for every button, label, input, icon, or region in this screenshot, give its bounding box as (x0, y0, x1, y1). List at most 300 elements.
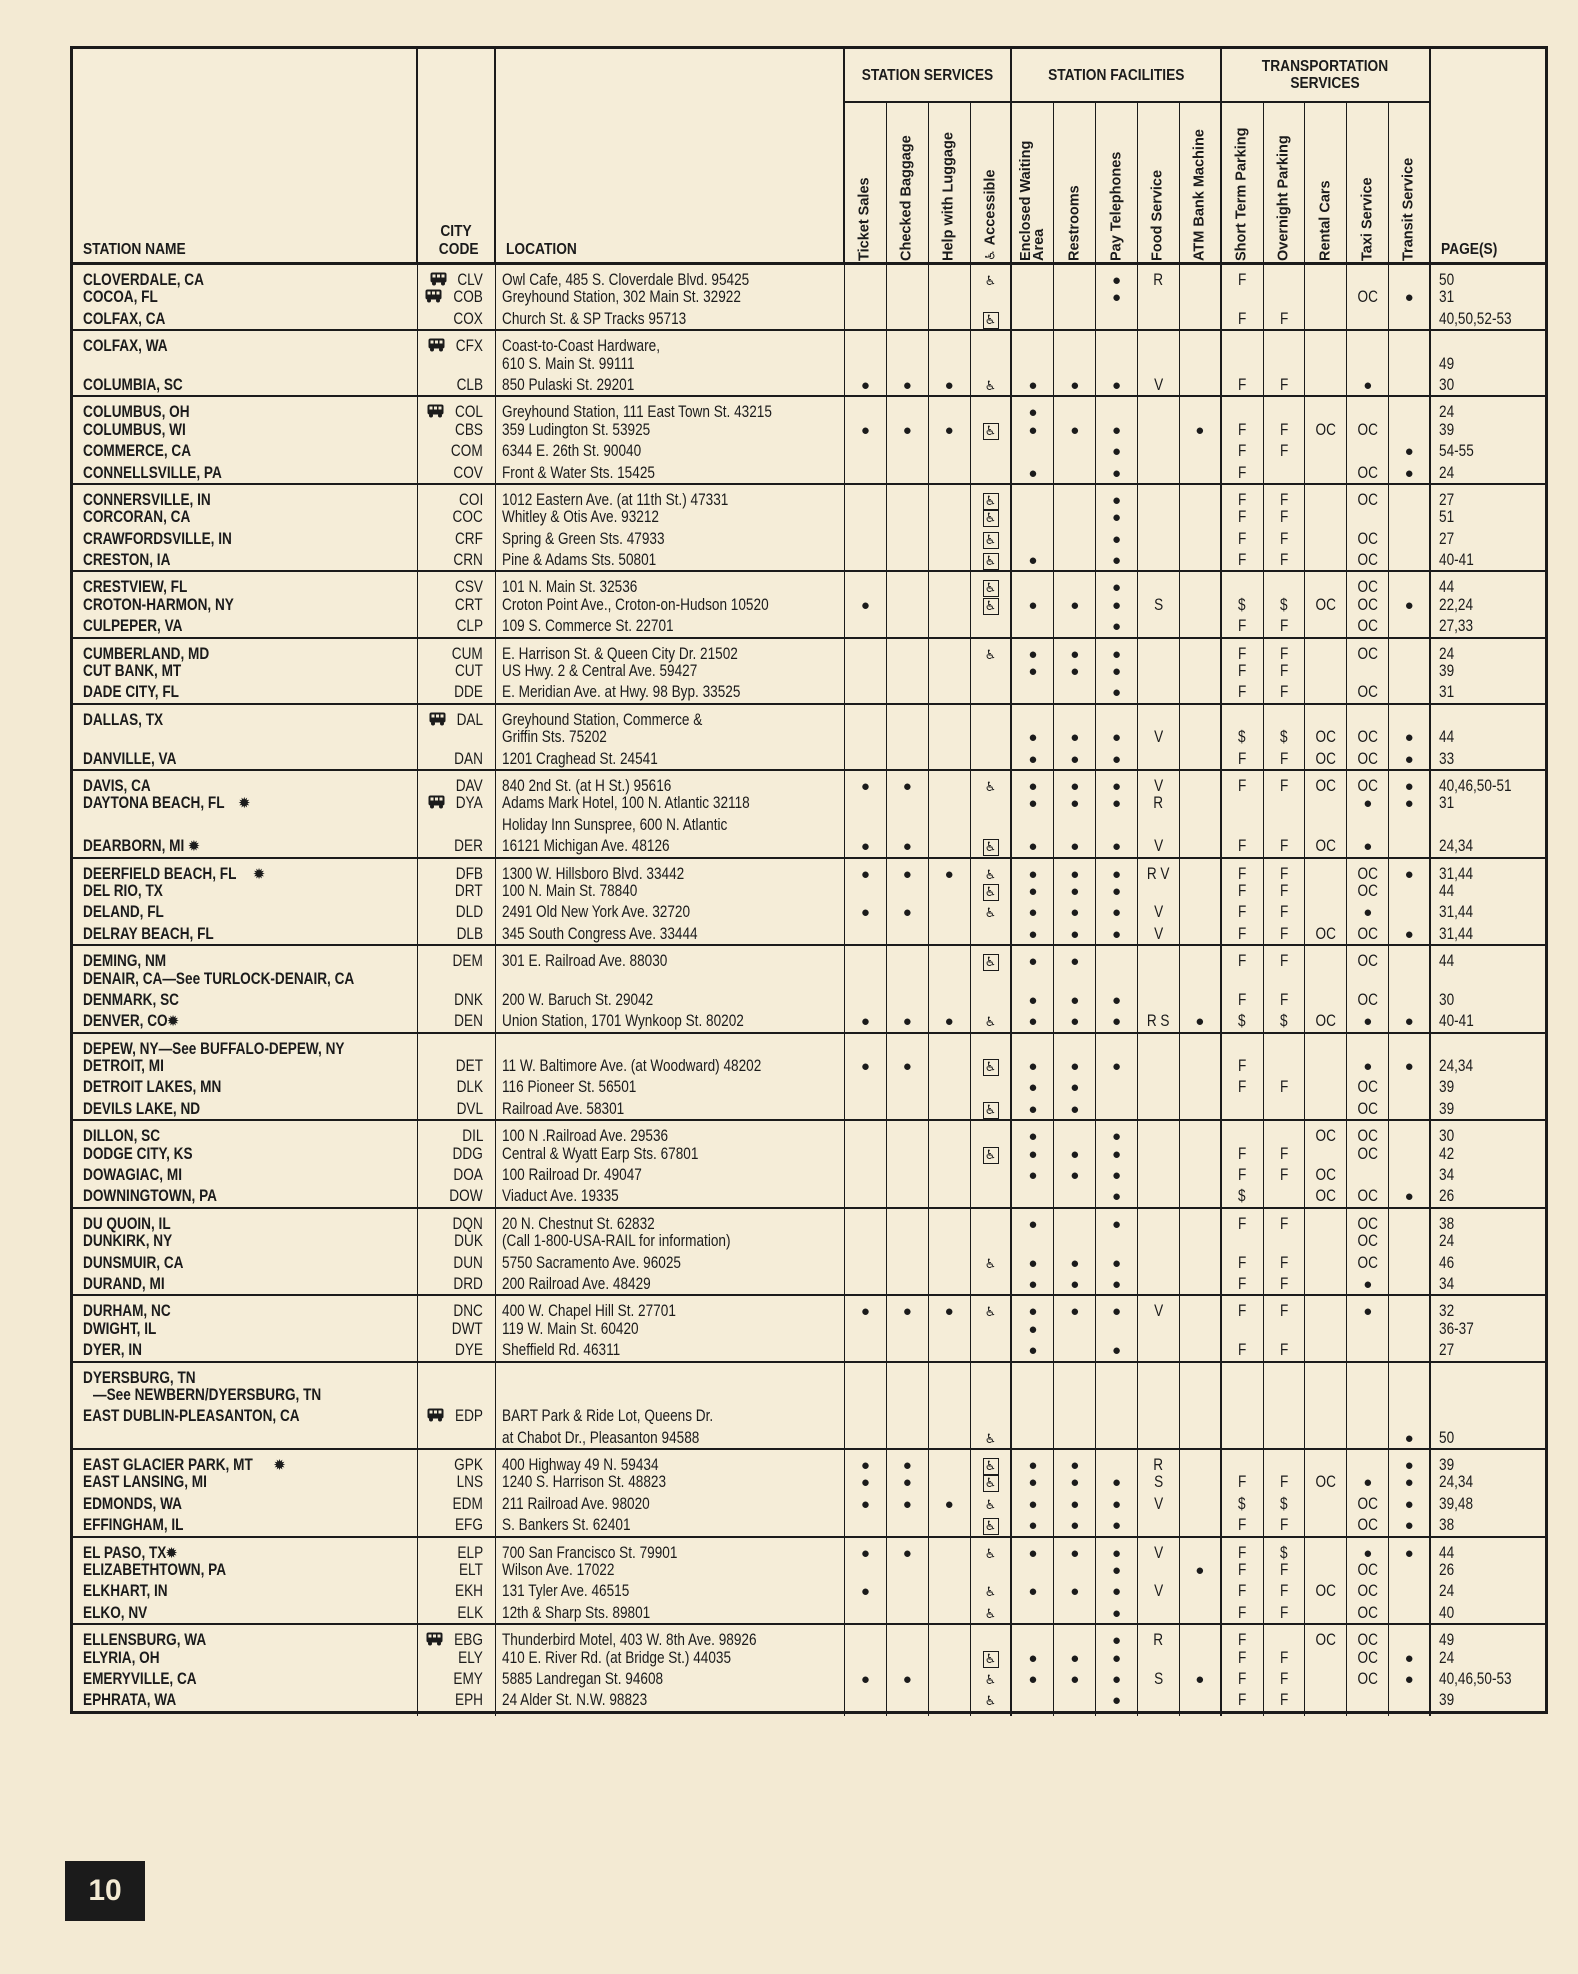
available-dot-icon: ● (1070, 1167, 1080, 1185)
location: 359 Ludington St. 53925 (502, 419, 651, 439)
service-cell-ticket-sales (845, 1493, 887, 1515)
station-name: —See NEWBERN/DYERSBURG, TN (93, 1384, 322, 1404)
service-cell-restrooms (1054, 1076, 1096, 1098)
service-value: OC (1357, 616, 1378, 636)
available-dot-icon: ● (1112, 443, 1122, 461)
table-row (73, 1405, 1545, 1426)
city-code: EBG (454, 1630, 483, 1650)
service-value: F (1238, 836, 1247, 856)
service-cell-atm-bank-machine (1180, 1580, 1222, 1602)
available-dot-icon: ● (1363, 1275, 1373, 1293)
service-cell-accessible (971, 660, 1013, 682)
service-value: F (1238, 951, 1247, 971)
service-cell-help-with-luggage (929, 968, 971, 989)
available-dot-icon: ● (1070, 645, 1080, 663)
service-cell-atm-bank-machine (1180, 1318, 1222, 1340)
available-dot-icon: ● (1112, 1517, 1122, 1535)
available-dot-icon: ● (1404, 729, 1414, 747)
available-dot-icon: ● (1070, 1649, 1080, 1667)
service-cell-rental-cars (1305, 1318, 1347, 1340)
service-cell-enclosed-waiting-area (1012, 286, 1054, 308)
service-value: F (1279, 643, 1289, 663)
service-cell-transit-service (1389, 1055, 1431, 1077)
service-cell-rental-cars (1305, 1230, 1347, 1251)
service-value: OC (1357, 748, 1378, 768)
service-cell-short-term-parking (1222, 1493, 1264, 1515)
service-cell-accessible (971, 901, 1013, 923)
available-dot-icon: ● (1404, 1188, 1414, 1206)
available-dot-icon: ● (1363, 376, 1373, 394)
service-value: F (1279, 951, 1289, 971)
service-cell-help-with-luggage (929, 880, 971, 902)
service-cell-enclosed-waiting-area (1012, 1164, 1054, 1186)
service-value: F (1238, 550, 1247, 570)
available-dot-icon: ● (860, 421, 870, 439)
column-header-text: Rental Cars (1317, 180, 1334, 261)
available-dot-icon: ● (1404, 289, 1414, 307)
table-row (73, 286, 1545, 307)
service-cell-help-with-luggage (929, 1055, 971, 1077)
service-cell-enclosed-waiting-area (1012, 1559, 1054, 1581)
location: Central & Wyatt Earp Sts. 67801 (502, 1143, 699, 1163)
accessible-icon: ♿ (984, 1305, 997, 1321)
service-value: F (1279, 419, 1289, 439)
table-row (73, 265, 1545, 289)
service-cell-ticket-sales (845, 286, 887, 308)
available-dot-icon: ● (1404, 596, 1414, 614)
column-header-label (1277, 135, 1292, 261)
location: Thunderbird Motel, 403 W. 8th Ave. 98926 (502, 1630, 757, 1650)
column-header-label (1402, 158, 1417, 261)
city-code: CRT (455, 594, 483, 614)
service-cell-accessible (971, 1689, 1013, 1715)
service-cell-ticket-sales (845, 726, 887, 748)
service-cell-ticket-sales (845, 506, 887, 528)
available-dot-icon: ● (902, 1058, 912, 1076)
table-row (73, 1318, 1545, 1339)
service-value: S (1153, 1472, 1163, 1492)
star-icon: ✹ (187, 837, 201, 856)
service-cell-restrooms (1054, 814, 1096, 835)
pages: 32 (1439, 1301, 1455, 1321)
station-name: COLUMBUS, WI (83, 419, 186, 439)
station-name: CUMBERLAND, MD (83, 643, 210, 663)
city-code: EDP (455, 1406, 483, 1426)
station-name: EL PASO, TX (83, 1542, 167, 1562)
service-cell-restrooms (1054, 1405, 1096, 1427)
location-cell (496, 506, 845, 528)
station-name-cell (73, 1668, 418, 1690)
available-dot-icon: ● (1028, 904, 1038, 922)
service-cell-checked-baggage (887, 989, 929, 1011)
available-dot-icon: ● (1028, 1254, 1038, 1272)
location: 5750 Sacramento Ave. 96025 (502, 1252, 681, 1272)
pages-cell (1431, 1559, 1541, 1581)
available-dot-icon: ● (1028, 421, 1038, 439)
column-header-text: Transit Service (1400, 157, 1417, 261)
table-row (73, 572, 1545, 597)
service-cell-restrooms (1054, 286, 1096, 308)
pages: 27 (1439, 528, 1455, 548)
station-name-cell (73, 660, 418, 682)
service-cell-ticket-sales (845, 1252, 887, 1274)
station-name: DOWAGIAC, MI (83, 1165, 182, 1185)
available-dot-icon: ● (860, 1058, 870, 1076)
location: 850 Pulaski St. 29201 (502, 374, 635, 394)
service-cell-transit-service (1389, 1143, 1431, 1165)
service-cell-help-with-luggage (929, 1384, 971, 1405)
service-cell-pay-telephones (1096, 968, 1138, 989)
table-row (73, 1668, 1545, 1689)
table-row (73, 331, 1545, 356)
available-dot-icon: ● (1195, 1013, 1205, 1031)
location-cell (496, 440, 845, 462)
city-code: GPK (454, 1455, 483, 1475)
column-header-text: Help with Luggage (940, 132, 957, 261)
city-code: EMY (453, 1669, 483, 1688)
location: 1201 Craghead St. 24541 (502, 748, 658, 768)
service-value: OC (1315, 1630, 1337, 1650)
accessible-icon: ♿ (984, 1256, 997, 1272)
column-header-wrap (1347, 111, 1388, 261)
pages-cell (1431, 1405, 1541, 1427)
service-cell-atm-bank-machine (1180, 880, 1222, 902)
service-cell-atm-bank-machine (1180, 286, 1222, 308)
service-cell-taxi-service (1347, 1559, 1389, 1581)
service-cell-checked-baggage (887, 308, 929, 333)
service-value: F (1279, 1143, 1289, 1163)
table-row (73, 594, 1545, 615)
available-dot-icon: ● (1112, 663, 1122, 681)
service-cell-accessible (971, 1668, 1013, 1690)
service-value: OC (1357, 682, 1378, 702)
service-cell-enclosed-waiting-area (1012, 419, 1054, 441)
column-header-label (1067, 185, 1082, 261)
service-cell-atm-bank-machine (1180, 440, 1222, 462)
service-value: OC (1315, 727, 1337, 747)
available-dot-icon: ● (902, 904, 912, 922)
service-value: F (1279, 1213, 1289, 1233)
accessible-boxed-icon: ♿ (983, 493, 999, 510)
station-name-cell (73, 968, 418, 989)
service-cell-atm-bank-machine (1180, 1076, 1222, 1098)
service-value: OC (1315, 748, 1337, 768)
available-dot-icon: ● (1070, 953, 1080, 971)
city-code-cell (418, 1493, 496, 1515)
service-cell-enclosed-waiting-area (1012, 880, 1054, 902)
service-cell-pay-telephones (1096, 419, 1138, 441)
station-group (73, 1121, 1545, 1209)
station-name-cell (73, 1471, 418, 1493)
available-dot-icon: ● (1070, 663, 1080, 681)
service-value: OC (1357, 489, 1378, 509)
service-cell-help-with-luggage (929, 440, 971, 462)
available-dot-icon: ● (1070, 1275, 1080, 1293)
service-cell-help-with-luggage (929, 1647, 971, 1669)
service-cell-ticket-sales (845, 1076, 887, 1098)
station-name: EAST GLACIER PARK, MT (83, 1455, 253, 1475)
city-code-cell (418, 1384, 496, 1405)
service-cell-short-term-parking (1222, 286, 1264, 308)
city-code: COC (452, 507, 483, 527)
city-code: COV (453, 462, 483, 482)
service-cell-restrooms (1054, 1689, 1096, 1715)
available-dot-icon: ● (1112, 1303, 1122, 1321)
table-row (73, 1034, 1545, 1058)
table-row (73, 1427, 1545, 1448)
service-value: F (1238, 1077, 1247, 1097)
service-cell-taxi-service (1347, 1384, 1389, 1405)
service-cell-transit-service (1389, 1493, 1431, 1515)
service-value: R S (1147, 1011, 1170, 1031)
location-header (496, 49, 845, 265)
accessible-icon: ♿ (984, 1585, 997, 1601)
pages: 24 (1439, 462, 1455, 482)
service-cell-restrooms (1054, 880, 1096, 902)
pages-cell (1431, 1076, 1541, 1098)
service-value: F (1279, 374, 1289, 394)
available-dot-icon: ● (902, 376, 912, 394)
service-cell-food-service (1138, 901, 1180, 923)
location-cell (496, 880, 845, 902)
service-cell-checked-baggage (887, 880, 929, 902)
available-dot-icon: ● (1070, 1145, 1080, 1163)
service-cell-taxi-service (1347, 440, 1389, 462)
available-dot-icon: ● (1363, 838, 1373, 856)
station-name-cell (73, 1143, 418, 1165)
service-cell-checked-baggage (887, 968, 929, 989)
station-group (73, 771, 1545, 859)
service-cell-overnight-parking (1264, 286, 1306, 308)
pages: 31 (1439, 793, 1455, 813)
station-name: DUNKIRK, NY (83, 1231, 173, 1251)
available-dot-icon: ● (1363, 1544, 1373, 1562)
service-cell-atm-bank-machine (1180, 1405, 1222, 1427)
service-cell-overnight-parking (1264, 1076, 1306, 1098)
service-value: R (1153, 1630, 1164, 1650)
station-name: CORCORAN, CA (83, 507, 191, 527)
star-icon: ✹ (166, 1012, 180, 1031)
pages: 36-37 (1439, 1318, 1474, 1338)
column-header-overnight-parking (1264, 103, 1306, 265)
location: 100 N. Main St. 78840 (502, 880, 638, 900)
service-cell-short-term-parking (1222, 1580, 1264, 1602)
location-cell (496, 1384, 845, 1405)
service-cell-overnight-parking (1264, 419, 1306, 441)
available-dot-icon: ● (860, 376, 870, 394)
available-dot-icon: ● (860, 1671, 870, 1688)
column-header-taxi-service (1347, 103, 1389, 265)
location-cell (496, 308, 845, 333)
city-code-cell (418, 1559, 496, 1581)
star-icon: ✹ (237, 794, 251, 813)
column-header-wrap (971, 111, 1011, 261)
service-cell-restrooms (1054, 1055, 1096, 1077)
location-cell (496, 1055, 845, 1077)
service-cell-pay-telephones (1096, 308, 1138, 333)
service-cell-enclosed-waiting-area (1012, 1689, 1054, 1715)
service-value: OC (1315, 775, 1337, 795)
available-dot-icon: ● (1404, 1013, 1414, 1031)
service-cell-help-with-luggage (929, 1143, 971, 1165)
table-row (73, 660, 1545, 681)
service-cell-pay-telephones (1096, 1076, 1138, 1098)
service-cell-accessible (971, 814, 1013, 835)
service-value: OC (1357, 419, 1378, 439)
location-cell (496, 1076, 845, 1098)
service-value: $ (1238, 1186, 1246, 1206)
available-dot-icon: ● (1404, 464, 1414, 482)
table-row (73, 549, 1545, 570)
station-name-cell (73, 419, 418, 441)
service-cell-food-service (1138, 1405, 1180, 1427)
service-cell-checked-baggage (887, 440, 929, 462)
station-name: DOWNINGTOWN, PA (83, 1186, 217, 1206)
pages: 31,44 (1439, 863, 1474, 883)
service-cell-restrooms (1054, 353, 1096, 374)
pages-cell (1431, 726, 1541, 748)
service-value: OC (1357, 880, 1378, 900)
service-cell-accessible (971, 440, 1013, 462)
station-group (73, 1450, 1545, 1538)
service-cell-checked-baggage (887, 353, 929, 374)
city-code-cell (418, 419, 496, 441)
service-cell-accessible (971, 880, 1013, 902)
star-icon: ✹ (165, 1543, 178, 1562)
available-dot-icon: ● (1363, 1303, 1373, 1321)
station-name: CRESTVIEW, FL (83, 577, 188, 597)
table-row (73, 901, 1545, 922)
station-name: CLOVERDALE, CA (83, 270, 204, 289)
service-cell-enclosed-waiting-area (1012, 1076, 1054, 1098)
service-value: R (1153, 270, 1164, 289)
service-value: $ (1238, 1493, 1246, 1513)
city-code: COB (453, 287, 483, 307)
service-cell-transit-service (1389, 440, 1431, 462)
city-code-cell (418, 1689, 496, 1715)
star-icon: ✹ (273, 1456, 286, 1475)
accessible-boxed-icon: ♿ (983, 532, 999, 549)
available-dot-icon: ● (1028, 1303, 1038, 1321)
service-cell-atm-bank-machine (1180, 1493, 1222, 1515)
service-value: OC (1357, 1647, 1378, 1667)
station-group (73, 1209, 1545, 1297)
location-cell (496, 660, 845, 682)
accessible-boxed-icon: ♿ (983, 954, 999, 971)
available-dot-icon: ● (1070, 925, 1080, 943)
service-cell-pay-telephones (1096, 1471, 1138, 1493)
location: 20 N. Chestnut St. 62832 (502, 1213, 655, 1233)
service-value: OC (1357, 727, 1378, 747)
service-cell-rental-cars (1305, 1405, 1347, 1427)
service-value: OC (1357, 528, 1378, 548)
pages: 26 (1439, 1186, 1455, 1206)
service-value: F (1279, 661, 1289, 681)
station-name: DYER, IN (83, 1340, 142, 1360)
service-cell-atm-bank-machine (1180, 1055, 1222, 1077)
service-cell-pay-telephones (1096, 989, 1138, 1011)
city-code: CUM (452, 643, 483, 663)
service-cell-overnight-parking (1264, 726, 1306, 748)
city-code: DOA (453, 1165, 483, 1185)
available-dot-icon: ● (944, 421, 954, 439)
service-value: OC (1315, 1186, 1337, 1206)
available-dot-icon: ● (944, 1495, 954, 1513)
column-header-restrooms (1054, 103, 1096, 265)
accessible-boxed-icon: ♿ (983, 553, 999, 570)
service-cell-atm-bank-machine (1180, 792, 1222, 814)
column-header-short-term-parking (1222, 103, 1264, 265)
service-cell-help-with-luggage (929, 1230, 971, 1251)
table-row (73, 506, 1545, 527)
service-cell-help-with-luggage (929, 1164, 971, 1186)
pages-cell (1431, 880, 1541, 902)
service-value: F (1279, 550, 1289, 570)
location-cell (496, 1689, 845, 1715)
service-cell-atm-bank-machine (1180, 1230, 1222, 1251)
city-code: DLK (456, 1077, 483, 1097)
service-value: S (1153, 1669, 1163, 1688)
location: 101 N. Main St. 32536 (502, 577, 638, 597)
service-cell-help-with-luggage (929, 594, 971, 616)
available-dot-icon: ● (1028, 1457, 1038, 1475)
available-dot-icon: ● (1028, 1013, 1038, 1031)
station-group (73, 485, 1545, 573)
available-dot-icon: ● (860, 1457, 870, 1475)
service-cell-enclosed-waiting-area (1012, 1580, 1054, 1602)
service-value: $ (1280, 1493, 1288, 1513)
service-cell-restrooms (1054, 528, 1096, 550)
service-cell-overnight-parking (1264, 968, 1306, 989)
station-name: ELIZABETHTOWN, PA (83, 1560, 227, 1580)
service-cell-restrooms (1054, 506, 1096, 528)
service-cell-rental-cars (1305, 901, 1347, 923)
service-cell-help-with-luggage (929, 1689, 971, 1715)
available-dot-icon: ● (1070, 376, 1080, 394)
column-group-header (1012, 49, 1221, 103)
service-cell-enclosed-waiting-area (1012, 989, 1054, 1011)
available-dot-icon: ● (1112, 376, 1122, 394)
service-cell-enclosed-waiting-area (1012, 901, 1054, 923)
available-dot-icon: ● (1028, 865, 1038, 883)
city-code: DAL (456, 709, 483, 729)
station-name-cell (73, 440, 418, 462)
service-value: F (1238, 1542, 1247, 1562)
location-cell (496, 968, 845, 989)
city-code: CRN (453, 550, 483, 570)
service-cell-taxi-service (1347, 1076, 1389, 1098)
service-cell-overnight-parking (1264, 1252, 1306, 1274)
available-dot-icon: ● (1112, 272, 1122, 289)
accessible-icon: ♿ (984, 906, 997, 922)
service-cell-short-term-parking (1222, 353, 1264, 374)
service-cell-food-service (1138, 1668, 1180, 1690)
service-cell-overnight-parking (1264, 901, 1306, 923)
service-cell-ticket-sales (845, 792, 887, 814)
city-code: DNC (453, 1301, 483, 1321)
location: 200 W. Baruch St. 29042 (502, 989, 654, 1009)
service-cell-rental-cars (1305, 440, 1347, 462)
location-header-label: LOCATION (506, 241, 577, 258)
column-header-wrap (1180, 111, 1220, 261)
station-name-cell (73, 1559, 418, 1581)
service-cell-atm-bank-machine (1180, 660, 1222, 682)
service-cell-overnight-parking (1264, 792, 1306, 814)
service-cell-help-with-luggage (929, 286, 971, 308)
station-name: COLFAX, CA (83, 308, 166, 328)
city-code-cell (418, 308, 496, 333)
service-value: F (1279, 1515, 1289, 1535)
